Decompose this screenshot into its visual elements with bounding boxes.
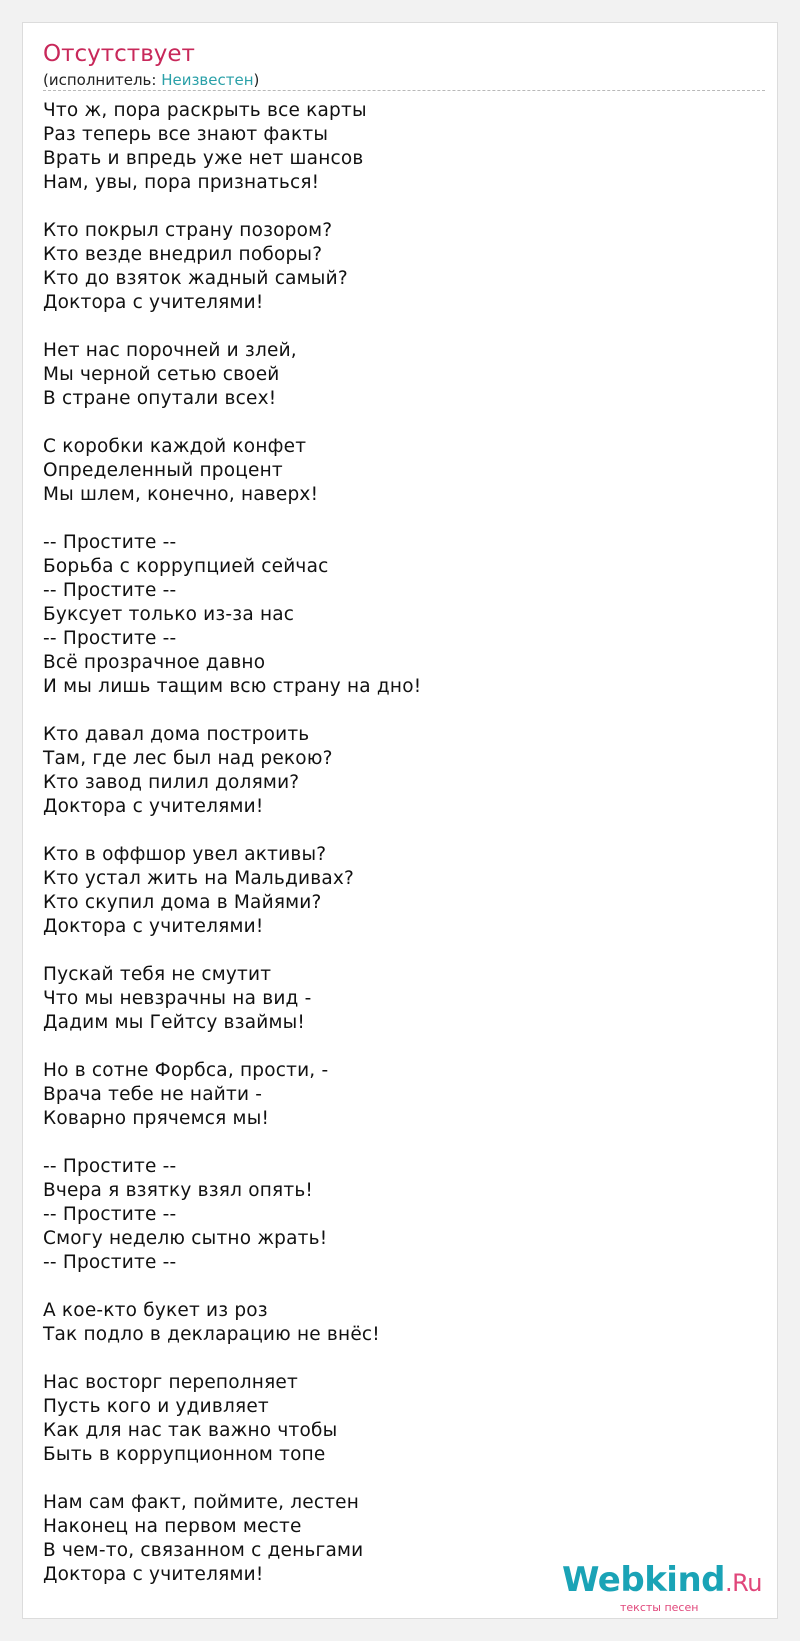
lyrics-stanza xyxy=(43,531,743,699)
logo-subtitle: тексты песен xyxy=(620,1601,699,1614)
performer-link[interactable]: Неизвестен xyxy=(161,71,254,89)
lyrics-stanza xyxy=(43,843,743,939)
lyric-line: С коробки каждой конфет xyxy=(43,436,307,457)
lyrics-stanza xyxy=(43,435,743,507)
lyric-line: Врать и впредь уже нет шансов xyxy=(43,148,364,169)
lyric-line: -- Простите -- xyxy=(43,628,177,649)
lyric-line: В стране опутали всех! xyxy=(43,388,277,409)
lyric-line: Пусть кого и удивляет xyxy=(43,1396,269,1417)
lyrics-stanza xyxy=(43,1059,743,1131)
lyric-line: Но в сотне Форбса, прости, - xyxy=(43,1060,329,1081)
lyric-line: В чем-то, связанном с деньгами xyxy=(43,1540,364,1561)
title-divider xyxy=(43,90,765,91)
lyrics-stanza xyxy=(43,963,743,1035)
lyric-line: Дадим мы Гейтсу взаймы! xyxy=(43,1012,306,1033)
lyric-line: И мы лишь тащим всю страну на дно! xyxy=(43,676,422,697)
lyric-line: Доктора с учителями! xyxy=(43,916,264,937)
lyric-line: Как для нас так важно чтобы xyxy=(43,1420,338,1441)
lyric-line: Вчера я взятку взял опять! xyxy=(43,1180,314,1201)
lyric-line: Кто до взяток жадный самый? xyxy=(43,268,348,289)
lyric-line: -- Простите -- xyxy=(43,1252,177,1273)
lyric-line: Что ж, пора раскрыть все карты xyxy=(43,100,367,121)
lyric-line: Кто скупил дома в Майями? xyxy=(43,892,322,913)
lyrics-body xyxy=(43,99,743,1611)
lyric-line: Нет нас порочней и злей, xyxy=(43,340,297,361)
lyrics-stanza xyxy=(43,1371,743,1467)
lyric-line: Буксует только из-за нас xyxy=(43,604,295,625)
site-logo[interactable] xyxy=(562,1560,762,1616)
logo-tld: .Ru xyxy=(725,1569,762,1597)
performer-prefix: (исполнитель: xyxy=(43,71,162,89)
lyric-line: Коварно прячемся мы! xyxy=(43,1108,270,1129)
performer-line xyxy=(43,71,259,89)
lyric-line: Кто устал жить на Мальдивах? xyxy=(43,868,355,889)
lyric-line: Нас восторг переполняет xyxy=(43,1372,298,1393)
lyric-line: Раз теперь все знают факты xyxy=(43,124,329,145)
lyric-line: Доктора с учителями! xyxy=(43,292,264,313)
lyrics-stanza xyxy=(43,723,743,819)
lyric-line: Определенный процент xyxy=(43,460,283,481)
lyrics-stanza xyxy=(43,339,743,411)
lyric-line: Мы шлем, конечно, наверх! xyxy=(43,484,319,505)
lyrics-stanza xyxy=(43,1155,743,1275)
lyric-line: Врача тебе не найти - xyxy=(43,1084,263,1105)
lyric-line: Кто покрыл страну позором? xyxy=(43,220,333,241)
performer-suffix: ) xyxy=(253,71,260,89)
lyrics-stanza xyxy=(43,219,743,315)
lyric-line: Так подло в декларацию не внёс! xyxy=(43,1324,380,1345)
lyric-line: Всё прозрачное давно xyxy=(43,652,266,673)
lyric-line: Кто завод пилил долями? xyxy=(43,772,300,793)
lyric-line: Наконец на первом месте xyxy=(43,1516,302,1537)
lyrics-stanza xyxy=(43,99,743,195)
lyric-line: Доктора с учителями! xyxy=(43,796,264,817)
lyric-line: Быть в коррупционном топе xyxy=(43,1444,326,1465)
lyric-line: Борьба с коррупцией сейчас xyxy=(43,556,329,577)
lyric-line: Нам сам факт, поймите, лестен xyxy=(43,1492,360,1513)
lyric-line: Доктора с учителями! xyxy=(43,1564,264,1585)
lyric-line: Что мы невзрачны на вид - xyxy=(43,988,312,1009)
lyric-line: Кто везде внедрил поборы? xyxy=(43,244,323,265)
lyric-line: Мы черной сетью своей xyxy=(43,364,280,385)
lyric-line: Пускай тебя не смутит xyxy=(43,964,272,985)
logo-main-text: Webkind xyxy=(562,1560,725,1600)
lyric-line: А кое-кто букет из роз xyxy=(43,1300,268,1321)
lyric-line: Смогу неделю сытно жрать! xyxy=(43,1228,328,1249)
lyric-line: Кто в оффшор увел активы? xyxy=(43,844,327,865)
lyric-line: -- Простите -- xyxy=(43,580,177,601)
lyric-line: Кто давал дома построить xyxy=(43,724,310,745)
lyrics-stanza xyxy=(43,1299,743,1347)
lyric-line: -- Простите -- xyxy=(43,1156,177,1177)
lyrics-card xyxy=(22,22,778,1619)
lyric-line: Там, где лес был над рекою? xyxy=(43,748,333,769)
lyric-line: -- Простите -- xyxy=(43,1204,177,1225)
song-title: Отсутствует xyxy=(43,41,195,67)
lyric-line: -- Простите -- xyxy=(43,532,177,553)
lyric-line: Нам, увы, пора признаться! xyxy=(43,172,320,193)
logo-wordmark xyxy=(562,1560,762,1600)
